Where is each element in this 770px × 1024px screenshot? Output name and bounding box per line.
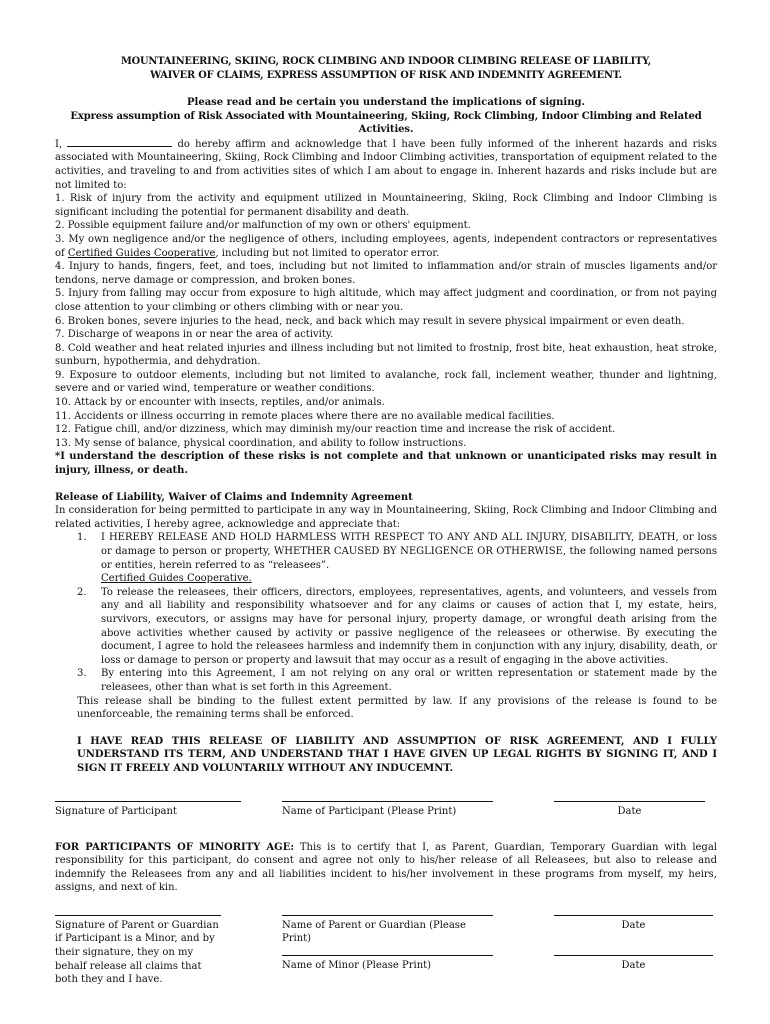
guardian-date-block (554, 915, 713, 933)
release-document (55, 55, 717, 995)
minor-name-line[interactable] (282, 955, 493, 956)
participant-date-line[interactable] (554, 801, 705, 802)
risk-item-7: 7. Discharge of weapons in or near the area of activity. (55, 329, 334, 341)
guardian-name-line[interactable] (282, 915, 493, 916)
release-heading: Release of Liability, Waiver of Claims and Indemnity Agreement (55, 491, 413, 503)
risk-item-11: 11. Accidents or illness occurring in remote places where there are no available medical facilities. (55, 410, 555, 422)
instruction-text: Please read and be certain you understand the implications of signing. (187, 97, 585, 108)
guardian-name-label: Name of Parent or Guardian (Please Print) (282, 919, 466, 945)
clause-org: Certified Guides Cooperative. (101, 573, 252, 585)
clause-text: I HEREBY RELEASE AND HOLD HARMLESS WITH RESPECT TO ANY AND ALL INJURY, DISABILITY, DEATH, or loss or damage to person or property, WHETHER CAUSED BY NEGLIGENCE OR OTHERWISE, the following named persons or entities, herein referred to as “releasees”. (101, 532, 717, 571)
release-clause-2 (55, 586, 717, 668)
minor-date-label: Date (621, 959, 646, 971)
guardian-date-line[interactable] (554, 915, 713, 916)
clause-text: To release the releasees, their officers, directors, employees, representatives, agents, and volunteers, and vessels from any and all liability and responsibility whatsoever and for any claims or causes of action that I, my estate, heirs, survivors, executors, or assigns may have for personal injury, property damage, or wrongful death arising from the above activities whether caused by activity or passive negligence of the releasees or otherwise. By executing the document, I agree to hold the releasees harmless and indemnify them in conjunction with any injury, disability, death, or loss or damage to person or property and lawsuit that may occur as a result of engaging in the above activities. (101, 586, 717, 666)
binding-text: This release shall be binding to the fullest extent permitted by law. If any provisions of the release is found to be unenforceable, the remaining terms shall be enforced. (77, 695, 717, 721)
risk-item-10: 10. Attack by or encounter with insects, reptiles, and/or animals. (55, 397, 385, 409)
participant-name-blank[interactable] (67, 137, 172, 147)
intro-prefix: I, (55, 138, 63, 150)
risk-item-1: 1. Risk of injury from the activity and equipment utilized in Mountaineering, Skiing, Rock Climbing and Indoor Climbing is significant including the potential for permanent disability and death. (55, 193, 717, 218)
release-clause-1 (55, 531, 717, 585)
risk-item-12: 12. Fatigue chill, and/or dizziness, which may diminish my/our reaction time and increase the risk of accident. (55, 424, 616, 436)
risk-item-5: 5. Injury from falling may occur from exposure to high altitude, which may affect judgment and coordination, or from not paying close attention to your climbing or others climbing with or near you. (55, 288, 717, 313)
intro-text: do hereby affirm and acknowledge that I have been fully informed of the inherent hazards and risks associated with Mountaineering, Skiing, Rock Climbing and Indoor Climbing activities, transportation of equipment related to the activities, and traveling to and from activities sites of which I am about to engage in. Inherent hazards and risks include but are not limited to: (55, 138, 717, 191)
release-intro: In consideration for being permitted to participate in any way in Mountaineering, Skiing, Rock Climbing and Indoor Climbing and related activities, I hereby agree, acknowledge and appreciate that: (55, 505, 717, 530)
participant-date-block (554, 801, 705, 819)
document-title-line-2: WAIVER OF CLAIMS, EXPRESS ASSUMPTION OF RISK AND INDEMNITY AGREEMENT. (150, 69, 622, 81)
risk-item-3-org: Certified Guides Cooperative (67, 247, 216, 259)
minor-name-label: Name of Minor (Please Print) (282, 959, 432, 971)
participant-signature-line[interactable] (55, 801, 241, 802)
minority-heading: FOR PARTICIPANTS OF MINORITY AGE: (55, 841, 295, 853)
risk-item-9: 9. Exposure to outdoor elements, including but not limited to avalanche, rock fall, inclement weather, thunder and lightning, severe and or varied wind, temperature or weather conditions. (55, 369, 717, 395)
clause-number: 3. (77, 668, 87, 680)
guardian-date-label: Date (621, 919, 646, 931)
minority-text: This is to certify that I, as Parent, Guardian, Temporary Guardian with legal responsibility for this participant, do consent and agree not only to his/her release of all Releasees, but also to release and indemnify the Releasees from any and all liabilities incident to his/her involvement in these programs from myself, my heirs, assigns, and next of kin. (55, 841, 717, 894)
clause-number: 2. (77, 586, 87, 598)
intro-paragraph (55, 137, 717, 192)
clause-number: 1. (77, 532, 87, 544)
guardian-name-block (282, 915, 493, 946)
release-clauses (55, 531, 717, 694)
guardian-signature-line[interactable] (55, 915, 221, 916)
minority-paragraph (55, 841, 717, 895)
risk-item-4: 4. Injury to hands, fingers, feet, and toes, including but not limited to inflammation and/or strain of muscles ligaments and/or tendons, nerve damage or compression, and broken bones. (55, 261, 717, 286)
assumption-heading: Express assumption of Risk Associated with Mountaineering, Skiing, Rock Climbing, Indoor Climbing and Related Activities. (70, 110, 702, 136)
risk-item-3 (55, 233, 717, 260)
participant-signature-label: Signature of Participant (55, 805, 177, 817)
risk-disclaimer: *I understand the description of these risks is not complete and that unknown or unanticipated risks may result in injury, illness, or death. (55, 451, 717, 477)
minor-name-block (282, 955, 493, 973)
minor-date-line[interactable] (554, 955, 713, 956)
risk-item-13: 13. My sense of balance, physical coordination, and ability to follow instructions. (55, 437, 467, 449)
clause-text: By entering into this Agreement, I am not relying on any oral or written representation or statement made by the releasees, other than what is set forth in this Agreement. (101, 668, 717, 693)
risk-item-6: 6. Broken bones, severe injuries to the head, neck, and back which may result in severe physical impairment or even death. (55, 315, 685, 327)
acknowledgement-text: I HAVE READ THIS RELEASE OF LIABILITY AND ASSUMPTION OF RISK AGREEMENT, AND I FULLY UNDERSTAND ITS TERM, AND UNDERSTAND THAT I HAVE GIVEN UP LEGAL RIGHTS BY SIGNING IT, AND I SIGN IT FREELY AND VOLUNTARILY WITHOUT ANY INDUCEMNT. (77, 735, 717, 774)
risk-item-3-tail: , including but not limited to operator error. (215, 247, 440, 259)
document-title-line-1: MOUNTAINEERING, SKIING, ROCK CLIMBING AND INDOOR CLIMBING RELEASE OF LIABILITY, (120, 56, 652, 67)
guardian-signature-block (55, 915, 221, 987)
participant-signature-block (55, 801, 241, 819)
participant-name-label: Name of Participant (Please Print) (282, 805, 457, 817)
guardian-signature-label: Signature of Parent or Guardian if Participant is a Minor, and by their signature, they on my behalf release all claims that both they and I have. (55, 919, 219, 986)
minor-date-block (554, 955, 713, 973)
release-clause-3 (55, 667, 717, 694)
participant-name-line[interactable] (282, 801, 493, 802)
risk-item-8: 8. Cold weather and heat related injuries and illness including but not limited to frostnip, frost bite, heat exhaustion, heat stroke, sunburn, hypothermia, and dehydration. (55, 342, 717, 368)
guardian-signature-row (55, 915, 717, 995)
risk-item-3-text: 3. My own negligence and/or the negligence of others, including employees, agents, independent contractors or representatives of (55, 233, 717, 259)
participant-name-block (282, 801, 493, 819)
participant-date-label: Date (617, 805, 642, 817)
participant-signature-row (55, 801, 717, 835)
risk-item-2: 2. Possible equipment failure and/or malfunction of my own or others' equipment. (55, 220, 471, 232)
